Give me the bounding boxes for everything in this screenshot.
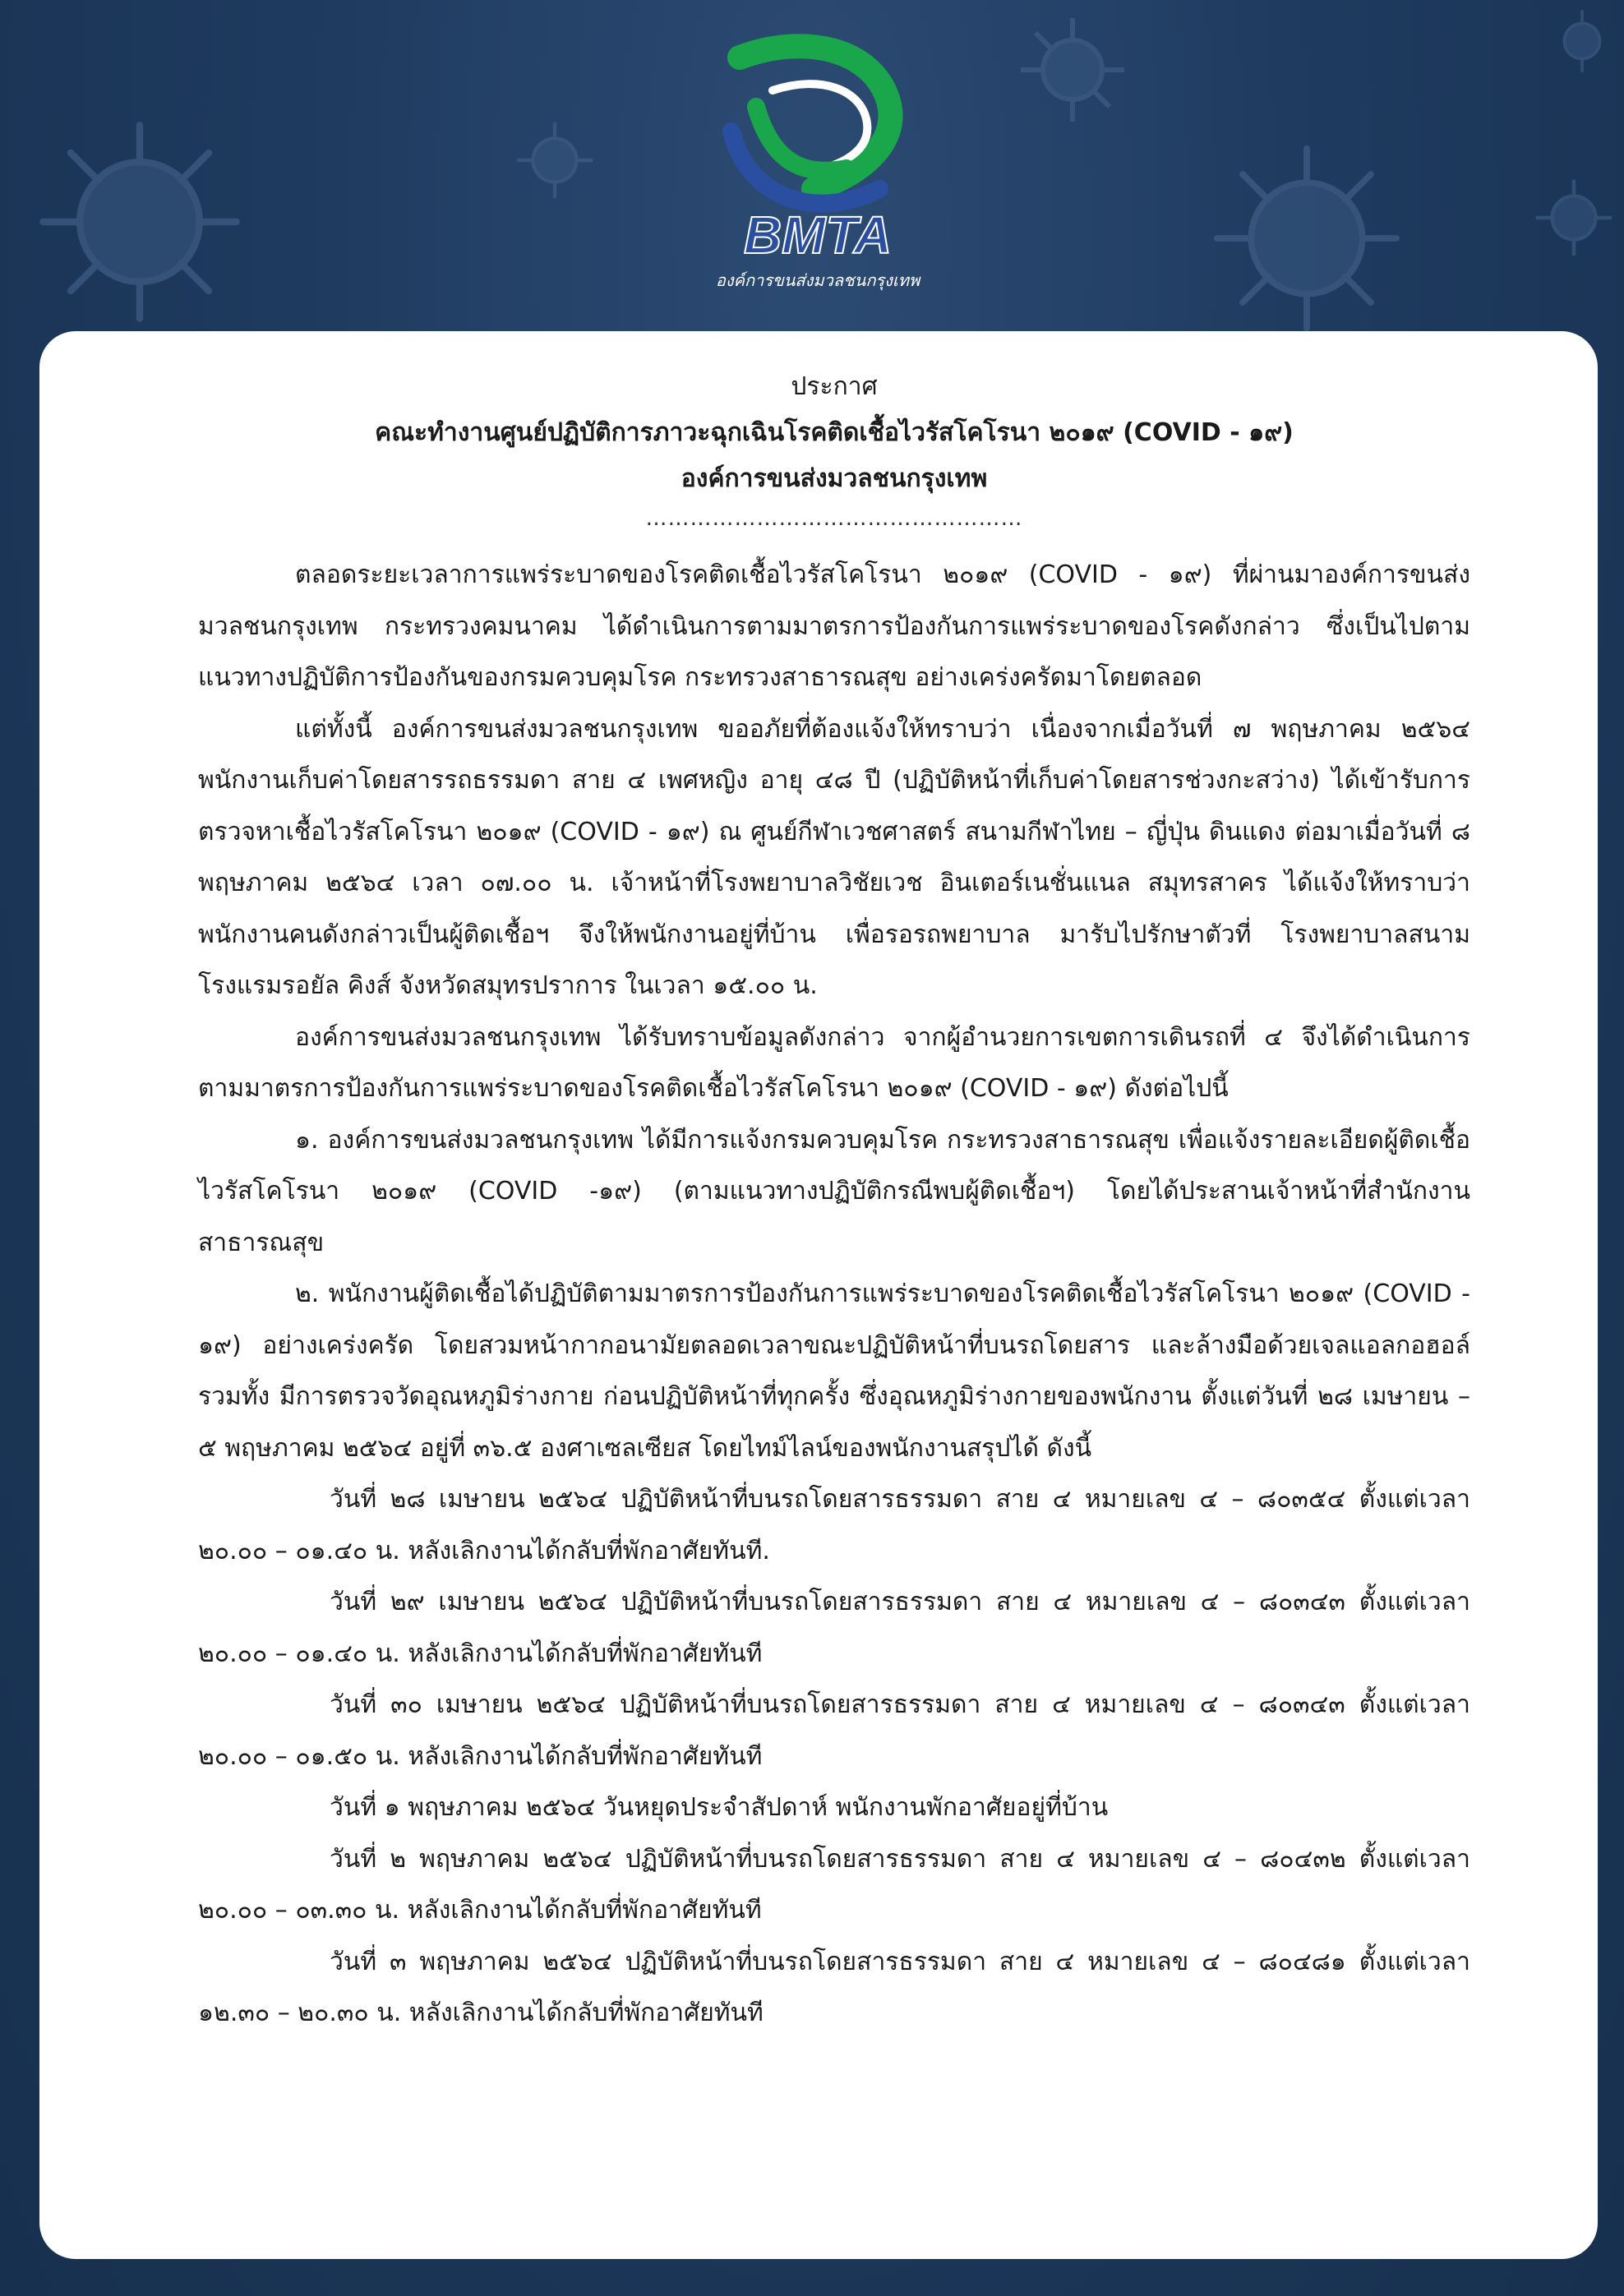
virus-icon [1529, 173, 1619, 263]
announcement-title: คณะทำงานศูนย์ปฏิบัติการภาวะฉุกเฉินโรคติดเชื้อไวรัสโคโรนา ๒๐๑๙ (COVID - ๑๙) [375, 418, 1294, 447]
announcement-card [39, 331, 1598, 2259]
timeline-item: วันที่ ๒๙ เมษายน ๒๕๖๔ ปฏิบัติหน้าที่บนรถโดยสารธรรมดา สาย ๔ หมายเลข ๔ – ๘๐๓๔๓ ตั้งแต่เวลา ๒๐.๐๐ – ๐๑.๔๐ น. หลังเลิกงานได้กลับที่พักอาศัยทันที [198, 1588, 1470, 1668]
virus-icon [1011, 8, 1134, 131]
paragraph-1: ตลอดระยะเวลาการแพร่ระบาดของโรคติดเชื้อไวรัสโคโรนา ๒๐๑๙ (COVID - ๑๙) ที่ผ่านมาองค์การขนส่งมวลชนกรุงเทพ กระทรวงคมนาคม ได้ดำเนินการตามมาตรการป้องกันการแพร่ระบาดของโรคดังกล่าว ซึ่งเป็นไปตามแนวทางปฏิบัติการป้องกันของกรมควบคุมโรค กระทรวงสาธารณสุข อย่างเคร่งครัดมาโดยตลอด [198, 560, 1470, 692]
virus-icon [510, 115, 600, 205]
virus-icon [25, 107, 255, 337]
announcement-content [198, 364, 1470, 2040]
timeline-item: วันที่ ๒๘ เมษายน ๒๕๖๔ ปฏิบัติหน้าที่บนรถโดยสารธรรมดา สาย ๔ หมายเลข ๔ – ๘๐๓๕๔ ตั้งแต่เวลา ๒๐.๐๐ – ๐๑.๔๐ น. หลังเลิกงานได้กลับที่พักอาศัยทันที. [198, 1485, 1470, 1565]
virus-icon [1545, 4, 1619, 78]
bmta-logo [682, 25, 953, 304]
organization-name: องค์การขนส่งมวลชนกรุงเทพ [681, 464, 988, 493]
paragraph-5: ๒. พนักงานผู้ติดเชื้อได้ปฏิบัติตามมาตรการป้องกันการแพร่ระบาดของโรคติดเชื้อไวรัสโคโรนา ๒๐๑๙ (COVID - ๑๙) อย่างเคร่งครัด โดยสวมหน้ากากอนามัยตลอดเวลาขณะปฏิบัติหน้าที่บนรถโดยสาร และล้างมือด้วยเจลแอลกอฮอล์ รวมทั้ง มีการตรวจวัดอุณหภูมิร่างกาย ก่อนปฏิบัติหน้าที่ทุกครั้ง ซึ่งอุณหภูมิร่างกายของพนักงาน ตั้งแต่วันที่ ๒๘ เมษายน – ๕ พฤษภาคม ๒๕๖๔ อยู่ที่ ๓๖.๕ องศาเซลเซียส โดยไทม์ไลน์ของพนักงานสรุปได้ ดังนี้ [198, 1279, 1470, 1463]
logo-text: BMTA [743, 205, 893, 265]
paragraph-3: องค์การขนส่งมวลชนกรุงเทพ ได้รับทราบข้อมูลดังกล่าว จากผู้อำนวยการเขตการเดินรถที่ ๔ จึงได้ดำเนินการตามมาตรการป้องกันการแพร่ระบาดของโรคติดเชื้อไวรัสโคโรนา ๒๐๑๙ (COVID - ๑๙) ดังต่อไปนี้ [198, 1022, 1470, 1103]
title-divider: …………………………………………… [645, 506, 1023, 531]
virus-icon [1200, 131, 1414, 345]
timeline-item: วันที่ ๓ พฤษภาคม ๒๕๖๔ ปฏิบัติหน้าที่บนรถโดยสารธรรมดา สาย ๔ หมายเลข ๔ – ๘๐๔๘๑ ตั้งแต่เวลา ๑๒.๓๐ – ๒๐.๓๐ น. หลังเลิกงานได้กลับที่พักอาศัยทันที [198, 1947, 1470, 2027]
logo-subtext: องค์การขนส่งมวลชนกรุงเทพ [715, 270, 920, 290]
paragraph-4: ๑. องค์การขนส่งมวลชนกรุงเทพ ได้มีการแจ้งกรมควบคุมโรค กระทรวงสาธารณสุข เพื่อแจ้งรายละเอียดผู้ติดเชื้อไวรัสโคโรนา ๒๐๑๙ (COVID -๑๙) (ตามแนวทางปฏิบัติกรณีพบผู้ติดเชื้อฯ) โดยได้ประสานเจ้าหน้าที่สำนักงานสาธารณสุข [198, 1125, 1470, 1257]
announcement-label: ประกาศ [791, 372, 878, 401]
timeline-item: วันที่ ๑ พฤษภาคม ๒๕๖๔ วันหยุดประจำสัปดาห์ พนักงานพักอาศัยอยู่ที่บ้าน [330, 1793, 1109, 1822]
timeline-item: วันที่ ๒ พฤษภาคม ๒๕๖๔ ปฏิบัติหน้าที่บนรถโดยสารธรรมดา สาย ๔ หมายเลข ๔ – ๘๐๔๓๒ ตั้งแต่เวลา ๒๐.๐๐ – ๐๓.๓๐ น. หลังเลิกงานได้กลับที่พักอาศัยทันที [198, 1844, 1470, 1925]
timeline-item: วันที่ ๓๐ เมษายน ๒๕๖๔ ปฏิบัติหน้าที่บนรถโดยสารธรรมดา สาย ๔ หมายเลข ๔ – ๘๐๓๔๓ ตั้งแต่เวลา ๒๐.๐๐ – ๐๑.๕๐ น. หลังเลิกงานได้กลับที่พักอาศัยทันที [198, 1690, 1470, 1771]
paragraph-2: แต่ทั้งนี้ องค์การขนส่งมวลชนกรุงเทพ ขออภัยที่ต้องแจ้งให้ทราบว่า เนื่องจากเมื่อวันที่ ๗ พฤษภาคม ๒๕๖๔ พนักงานเก็บค่าโดยสารรถธรรมดา สาย ๔ เพศหญิง อายุ ๔๘ ปี (ปฏิบัติหน้าที่เก็บค่าโดยสารช่วงกะสว่าง) ได้เข้ารับการตรวจหาเชื้อไวรัสโคโรนา ๒๐๑๙ (COVID - ๑๙) ณ ศูนย์กีฬาเวชศาสตร์ สนามกีฬาไทย – ญี่ปุ่น ดินแดง ต่อมาเมื่อวันที่ ๘ พฤษภาคม ๒๕๖๔ เวลา ๐๗.๐๐ น. เจ้าหน้าที่โรงพยาบาลวิชัยเวช อินเตอร์เนชั่นแนล สมุทรสาคร ได้แจ้งให้ทราบว่า พนักงานคนดังกล่าวเป็นผู้ติดเชื้อฯ จึงให้พนักงานอยู่ที่บ้าน เพื่อรอรถพยาบาล มารับไปรักษาตัวที่ โรงพยาบาลสนาม โรงแรมรอยัล คิงส์ จังหวัดสมุทรปราการ ในเวลา ๑๕.๐๐ น. [198, 714, 1470, 1000]
